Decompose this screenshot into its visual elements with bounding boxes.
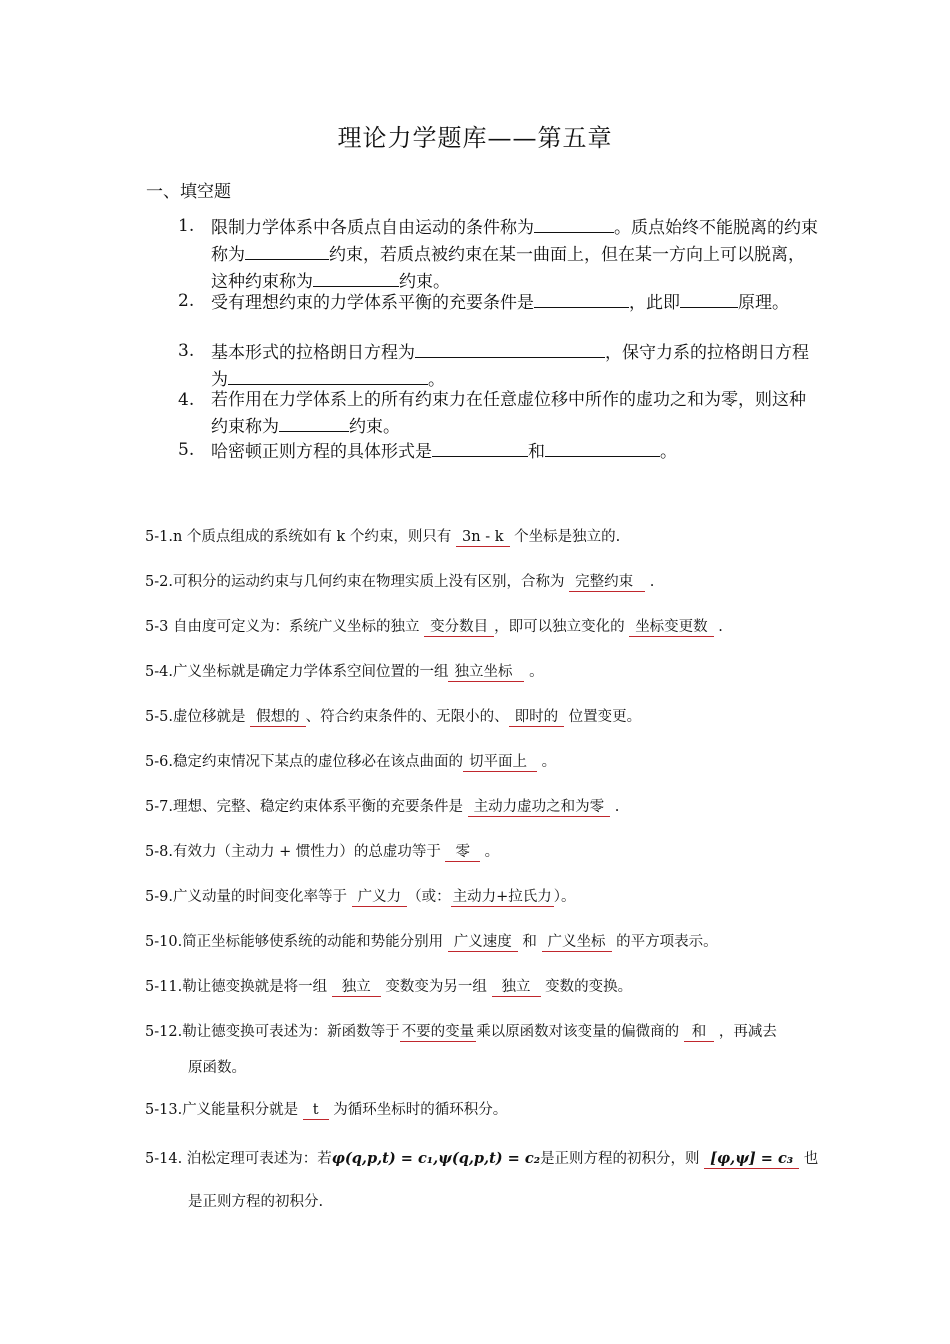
item-text: 乘以原函数对该变量的偏微商的 xyxy=(476,1024,684,1040)
answer-item-5-12 xyxy=(145,1017,895,1048)
filled-answer: 完整约束 xyxy=(569,573,645,592)
item-text: 有效力（主动力 + 惯性力）的总虚功等于 xyxy=(172,844,446,860)
question-text: 限制力学体系中各质点自由运动的条件称为 xyxy=(211,218,534,238)
question-text: 受有理想约束的力学体系平衡的充要条件是 xyxy=(211,293,534,313)
item-id: 5-8. xyxy=(145,844,173,860)
item-text: 理想、完整、稳定约束体系平衡的充要条件是 xyxy=(172,799,468,815)
question-5 xyxy=(178,438,818,465)
item-text: ）。 xyxy=(553,889,576,905)
answer-blank[interactable] xyxy=(245,241,329,260)
item-text: . xyxy=(649,574,655,590)
answer-item-5-13 xyxy=(145,1095,895,1126)
filled-answer: 广义坐标 xyxy=(542,933,612,952)
poisson-formula: φ(q,p,t) = c₁,ψ(q,p,t) = c₂ xyxy=(331,1150,541,1167)
item-id: 5-3 xyxy=(145,619,169,635)
filled-answer: 切平面上 xyxy=(463,753,537,772)
answer-item-5-5 xyxy=(145,702,895,733)
item-text: 自由度可定义为：系统广义坐标的独立 xyxy=(172,619,425,635)
question-text: 。质点始终不能脱离的约束称为 xyxy=(211,218,818,265)
filled-answer: 独立 xyxy=(492,978,541,997)
item-text: 位置变更。 xyxy=(564,709,642,725)
question-text: 约束。 xyxy=(399,272,450,292)
filled-answer: 不要的变量 xyxy=(401,1024,475,1040)
item-text: ，即可以独立变化的 xyxy=(494,619,630,635)
question-number: 2. xyxy=(178,291,195,311)
item-text: 。 xyxy=(484,844,500,860)
answer-blank[interactable] xyxy=(415,339,605,358)
item-text: 变数变为另一组 xyxy=(380,979,492,995)
answer-item-5-1 xyxy=(145,522,895,553)
item-id: 5-6. xyxy=(145,754,173,770)
filled-answer: t xyxy=(303,1101,329,1120)
item-id: 5-2. xyxy=(145,574,173,590)
item-id: 5-11. xyxy=(145,979,183,995)
item-continuation: 原函数。 xyxy=(188,1060,246,1076)
item-text: . xyxy=(718,619,723,635)
question-number: 5. xyxy=(178,440,195,460)
item-text: 稳定约束情况下某点的虚位移必在该点曲面的 xyxy=(172,754,463,770)
item-id: 5-13. xyxy=(145,1102,183,1118)
answer-item-5-10 xyxy=(145,927,895,958)
item-text: 广义能量积分就是 xyxy=(182,1102,303,1118)
item-id: 5-5. xyxy=(145,709,173,725)
filled-answer: 广义速度 xyxy=(448,933,518,952)
answer-blank[interactable] xyxy=(534,289,629,308)
answer-item-5-9 xyxy=(145,882,895,913)
item-text: 简正坐标能够使系统的动能和势能分别用 xyxy=(182,934,448,950)
question-text: 约束，若质点被约束在某一曲面上，但在某一方向上可以脱离，这种约束称为 xyxy=(211,245,805,292)
filled-answer: [φ,ψ] = c₃ xyxy=(704,1150,799,1169)
filled-answer: 坐标变更数 xyxy=(629,618,714,637)
question-text: 。 xyxy=(428,370,445,390)
filled-answer: 广义力 xyxy=(352,888,408,907)
question-1 xyxy=(178,214,818,295)
question-number: 1. xyxy=(178,216,195,236)
question-text: ，保守力系的拉格朗日方程为 xyxy=(211,343,809,390)
answer-blank[interactable] xyxy=(228,366,428,385)
item-id: 5-4. xyxy=(145,664,173,680)
item-text: 勒让德变换可表述为：新函数等于 xyxy=(182,1024,400,1040)
answer-item-5-4 xyxy=(145,657,895,688)
question-3 xyxy=(178,339,818,393)
item-text: 广义动量的时间变化率等于 xyxy=(172,889,352,905)
item-text: 泊松定理可表述为：若 xyxy=(182,1151,332,1167)
answer-blank[interactable] xyxy=(534,214,614,233)
item-text: 。 xyxy=(529,664,544,680)
question-number: 3. xyxy=(178,341,195,361)
item-text: 为循环坐标时的循环积分。 xyxy=(328,1102,508,1118)
item-text: 可积分的运动约束与几何约束在物理实质上没有区别，合称为 xyxy=(172,574,570,590)
filled-answer: 即时的 xyxy=(509,708,565,727)
item-id: 5-9. xyxy=(145,889,173,905)
question-4 xyxy=(178,388,818,440)
question-text: 。 xyxy=(660,442,677,462)
answer-item-5-11 xyxy=(145,972,895,1003)
item-id: 5-7. xyxy=(145,799,173,815)
question-text: 基本形式的拉格朗日方程为 xyxy=(211,343,415,363)
answer-blank[interactable] xyxy=(279,413,349,432)
filled-answer: 变分数目 xyxy=(424,618,494,637)
answer-item-5-7 xyxy=(145,792,895,823)
item-text: . xyxy=(614,799,620,815)
item-text: n 个质点组成的系统如有 k 个约束，则只有 xyxy=(172,529,457,545)
question-text: 原理。 xyxy=(738,293,789,313)
question-text: 约束。 xyxy=(349,417,400,437)
answer-item-5-14 xyxy=(145,1143,895,1175)
answer-item-5-2 xyxy=(145,567,895,598)
filled-answer: 独立坐标 xyxy=(448,663,524,682)
item-text: 和 xyxy=(517,934,542,950)
item-text: 。 xyxy=(541,754,557,770)
item-id: 5-1. xyxy=(145,529,173,545)
question-text: 和 xyxy=(528,442,545,462)
item-text: 广义坐标就是确定力学体系空间位置的一组 xyxy=(172,664,449,680)
item-id: 5-10. xyxy=(145,934,183,950)
filled-answer: 独立 xyxy=(332,978,381,997)
item-text: 虚位移就是 xyxy=(172,709,251,725)
item-text: 是正则方程的初积分，则 xyxy=(540,1151,705,1167)
item-text: 也 xyxy=(799,1151,819,1167)
answer-item-5-3 xyxy=(145,612,895,643)
filled-answer: 零 xyxy=(445,843,480,862)
question-2 xyxy=(178,289,818,316)
item-id: 5-14. xyxy=(145,1151,183,1167)
filled-answer: 3n - k xyxy=(456,528,509,547)
answer-blank[interactable] xyxy=(545,438,660,457)
answer-blank[interactable] xyxy=(432,438,528,457)
page-title: 理论力学题库——第五章 xyxy=(337,124,613,152)
item-continuation: 是正则方程的初积分. xyxy=(188,1194,324,1210)
item-text: 、符合约束条件的、无限小的、 xyxy=(305,709,509,725)
answer-item-5-8 xyxy=(145,837,895,868)
answer-blank[interactable] xyxy=(680,289,738,308)
filled-answer: 假想的 xyxy=(250,708,306,727)
question-number: 4. xyxy=(178,390,195,410)
item-text: 勒让德变换就是将一组 xyxy=(182,979,332,995)
item-text: 的平方项表示。 xyxy=(611,934,718,950)
item-text: 变数的变换。 xyxy=(540,979,633,995)
filled-answer: 主动力+拉氏力 xyxy=(452,889,552,905)
section-heading: 一、填空题 xyxy=(146,182,231,202)
question-text: 哈密顿正则方程的具体形式是 xyxy=(211,442,432,462)
answer-item-5-6 xyxy=(145,747,895,778)
filled-answer: 主动力虚功之和为零 xyxy=(468,798,611,817)
answer-blank[interactable] xyxy=(313,268,399,287)
filled-answer: 和 xyxy=(684,1023,715,1042)
item-text: ，再减去 xyxy=(718,1024,777,1040)
item-text: （或： xyxy=(407,889,451,905)
item-id: 5-12. xyxy=(145,1024,183,1040)
question-text: ，此即 xyxy=(629,293,680,313)
question-text: 若作用在力学体系上的所有约束力在任意虚位移中所作的虚功之和为零，则这种约束称为 xyxy=(211,390,806,437)
item-text: 个坐标是独立的. xyxy=(514,529,621,545)
